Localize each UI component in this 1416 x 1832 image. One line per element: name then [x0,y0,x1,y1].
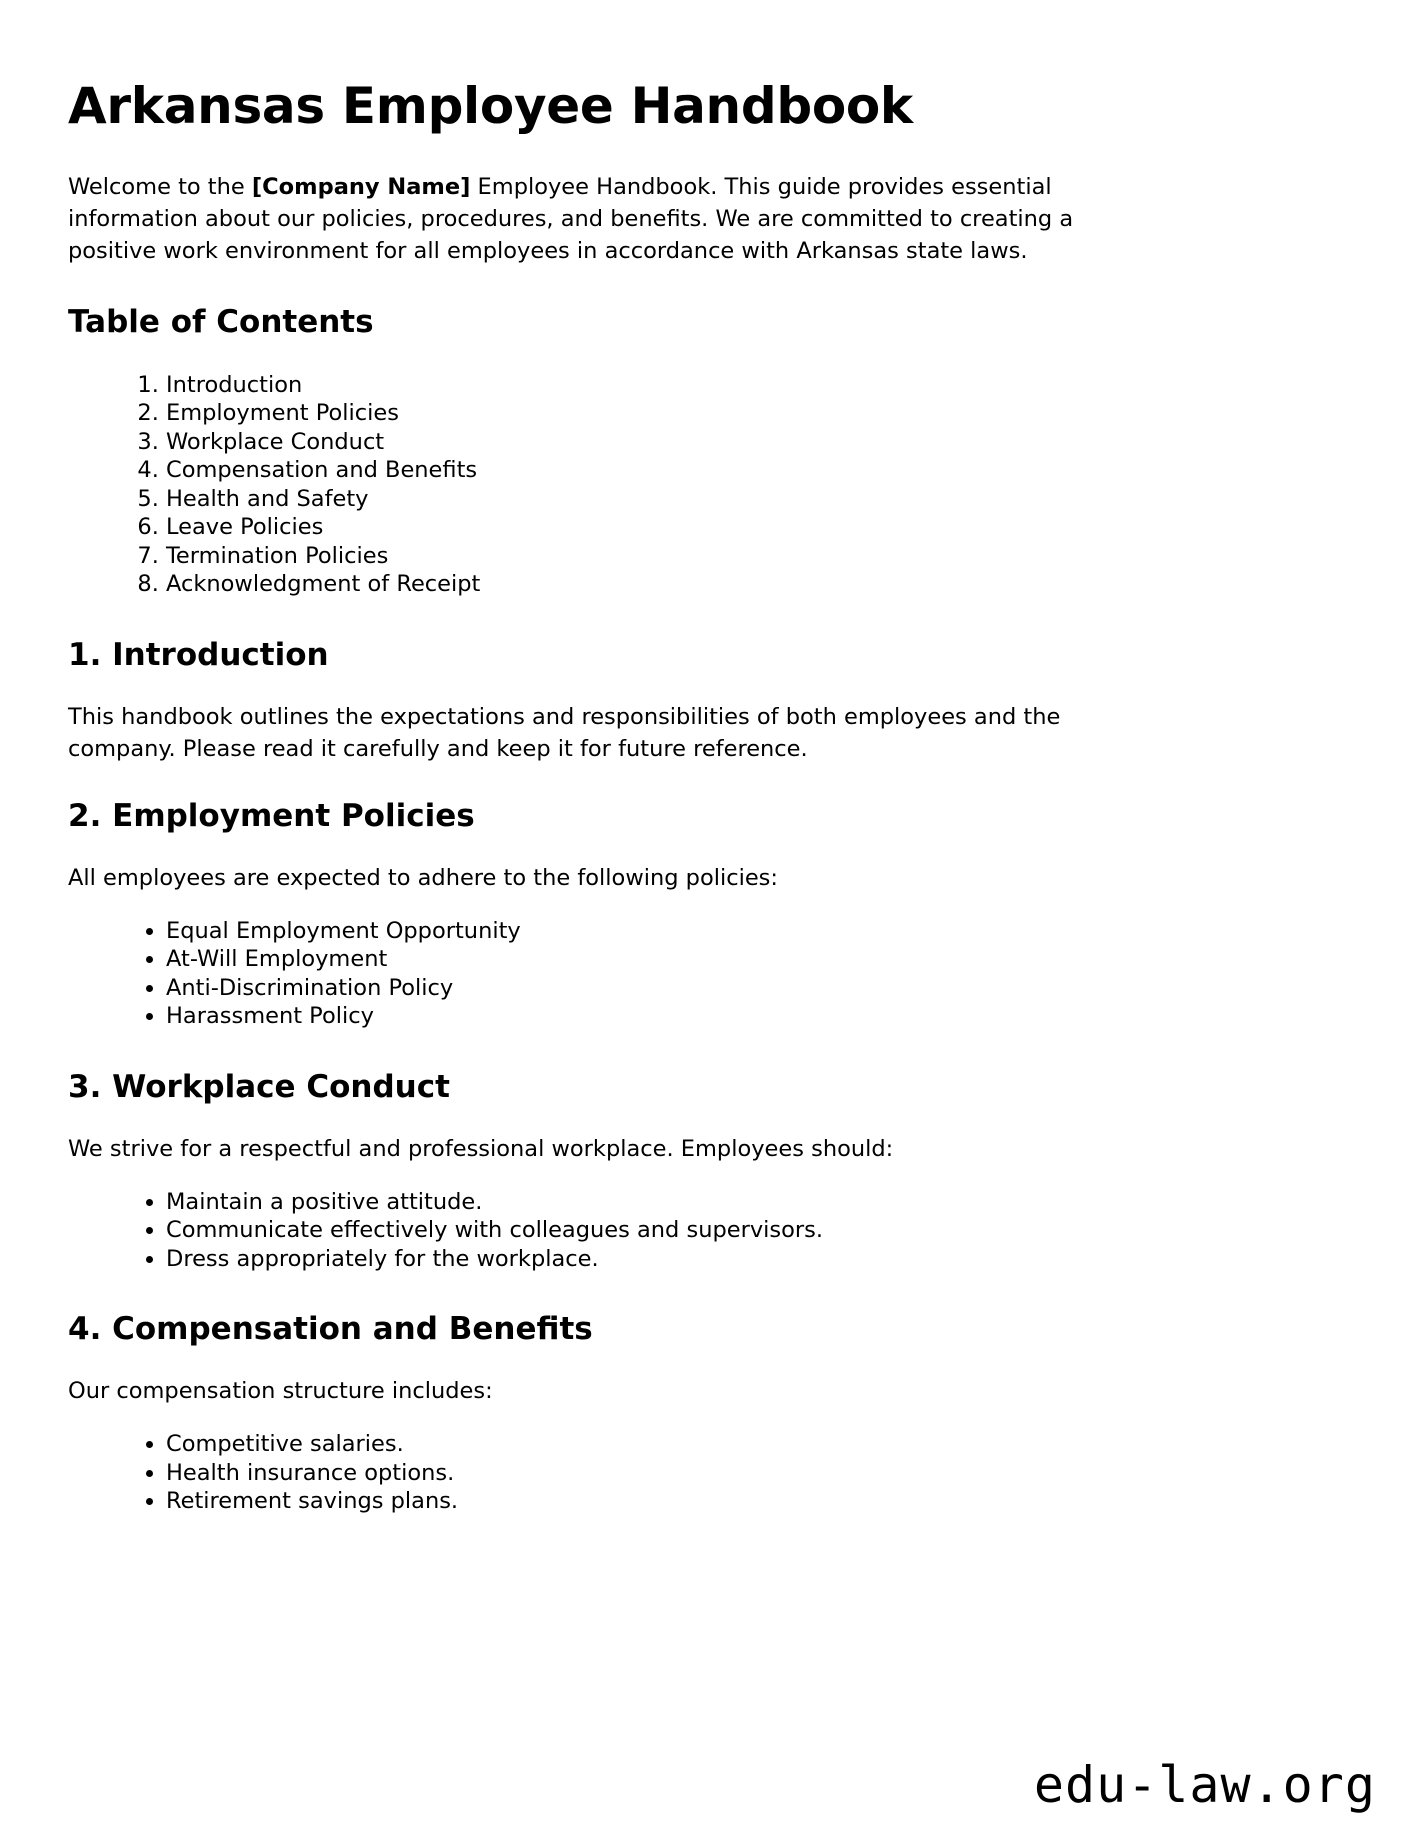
spacer [68,134,1176,172]
spacer [68,1106,1176,1134]
spacer [68,341,1176,371]
workplace-conduct-list [68,1188,1176,1273]
spacer [68,1166,1176,1188]
section-paragraph-compensation-and-benefits: Our compensation structure includes: [68,1378,493,1405]
list-item[interactable]: 5. Health and Safety [166,485,1176,513]
employment-policies-list [68,917,1176,1031]
list-item: • Harassment Policy [166,1002,1176,1030]
list-item: • Maintain a positive attitude. [166,1188,1176,1216]
list-item: • Health insurance options. [166,1459,1176,1487]
list-item: • Competitive salaries. [166,1430,1176,1458]
list-item[interactable]: 4. Compensation and Benefits [166,456,1176,484]
list-item: • Communicate effectively with colleagues and supervisors. [166,1216,1176,1244]
section-paragraph-employment-policies: All employees are expected to adhere to the following policies: [68,864,778,891]
section-heading-employment-policies: 2. Employment Policies [68,797,475,834]
intro-text-before: Welcome to the [68,174,252,200]
spacer [68,895,1176,917]
spacer [68,1348,1176,1376]
spacer [68,1031,1176,1069]
list-item[interactable]: 2. Employment Policies [166,399,1176,427]
list-item: • Anti-Discrimination Policy [166,974,1176,1002]
spacer [68,674,1176,702]
list-item: • Equal Employment Opportunity [166,917,1176,945]
intro-paragraph [68,172,1133,268]
list-item[interactable]: 3. Workplace Conduct [166,428,1176,456]
list-item: • Dress appropriately for the workplace. [166,1245,1176,1273]
list-item[interactable]: 7. Termination Policies [166,542,1176,570]
page-title: Arkansas Employee Handbook [68,77,913,135]
spacer [68,1273,1176,1311]
section-heading-workplace-conduct: 3. Workplace Conduct [68,1068,450,1105]
section-heading-introduction: 1. Introduction [68,636,329,673]
watermark: edu-law.org [1033,1756,1376,1814]
compensation-and-benefits-list [68,1430,1176,1515]
spacer [68,1408,1176,1430]
spacer [68,766,1176,798]
spacer [68,268,1176,304]
toc-heading: Table of Contents [68,303,374,340]
intro-text-after: Employee Handbook. This guide provides essential information about our policies, procedures, and benefits. We are committed to creating a positive work environment for all employees in accordance with Arkansas state laws. [68,174,1074,264]
company-name-placeholder: [Company Name] [251,174,471,200]
list-item[interactable]: 6. Leave Policies [166,513,1176,541]
list-item[interactable]: 1. Introduction [166,371,1176,399]
spacer [68,599,1176,637]
section-paragraph-workplace-conduct: We strive for a respectful and professional workplace. Employees should: [68,1135,894,1162]
section-paragraph-introduction: This handbook outlines the expectations and responsibilities of both employees and the company. Please read it carefully and keep it for future reference. [68,703,1061,762]
list-item: • Retirement savings plans. [166,1487,1176,1515]
spacer [68,835,1176,863]
section-heading-compensation-and-benefits: 4. Compensation and Benefits [68,1311,593,1348]
list-item[interactable]: 8. Acknowledgment of Receipt [166,570,1176,598]
list-item: • At-Will Employment [166,945,1176,973]
table-of-contents-list [68,371,1176,599]
